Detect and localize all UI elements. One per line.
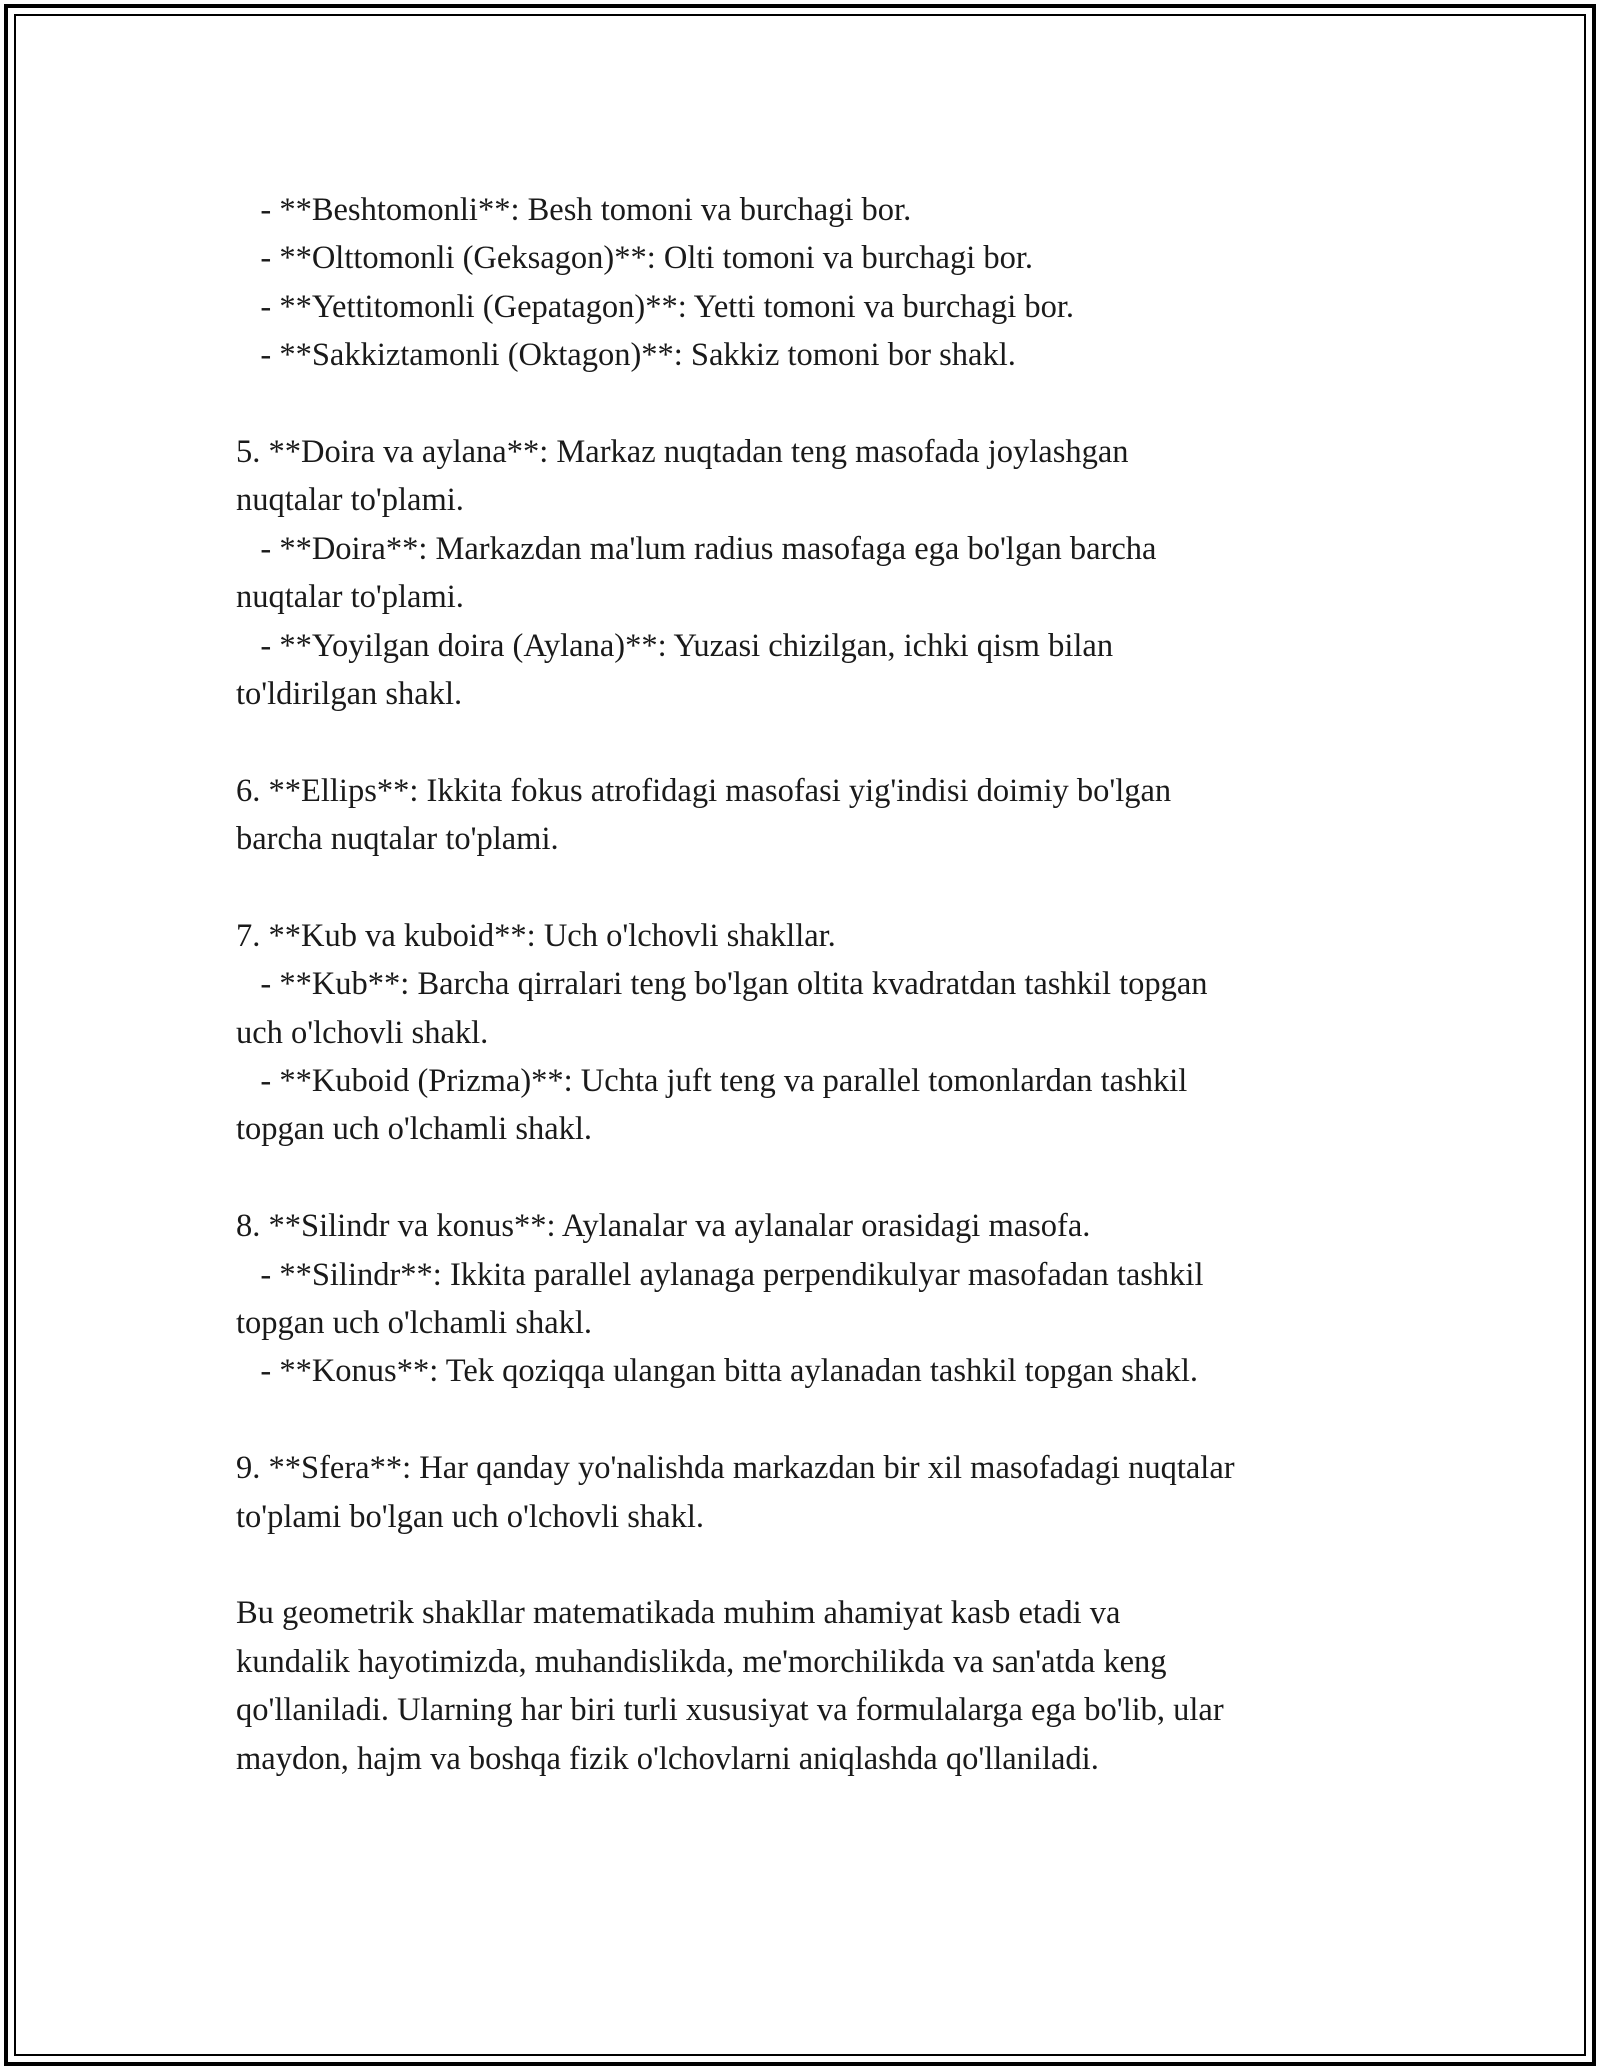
text-line: topgan uch o'lchamli shakl.	[236, 1304, 593, 1341]
text-line: nuqtalar to'plami.	[236, 579, 464, 616]
text-line: - **Yoyilgan doira (Aylana)**: Yuzasi chizilgan, ichki qism bilan	[236, 627, 1114, 664]
text-line: 6. **Ellips**: Ikkita fokus atrofidagi masofasi yig'indisi doimiy bo'lgan	[236, 772, 1172, 809]
text-line: kundalik hayotimizda, muhandislikda, me'morchilikda va san'atda keng	[236, 1643, 1167, 1680]
blank-line	[236, 1541, 1396, 1589]
blank-line	[236, 380, 1396, 428]
text-line: 9. **Sfera**: Har qanday yo'nalishda markazdan bir xil masofadagi nuqtalar	[236, 1450, 1235, 1487]
text-line: nuqtalar to'plami.	[236, 482, 464, 519]
text-line: - **Olttomonli (Geksagon)**: Olti tomoni va burchagi bor.	[236, 240, 1034, 277]
text-line: - **Yettitomonli (Gepatagon)**: Yetti tomoni va burchagi bor.	[236, 288, 1075, 325]
text-line: - **Sakkiztamonli (Oktagon)**: Sakkiz tomoni bor shakl.	[236, 337, 1016, 374]
text-line: - **Kuboid (Prizma)**: Uchta juft teng va parallel tomonlardan tashkil	[236, 1063, 1188, 1100]
text-line: - **Kub**: Barcha qirralari teng bo'lgan oltita kvadratdan tashkil topgan	[236, 966, 1208, 1003]
text-line: to'plami bo'lgan uch o'lchovli shakl.	[236, 1498, 704, 1535]
text-line: topgan uch o'lchamli shakl.	[236, 1111, 593, 1148]
text-line: 7. **Kub va kuboid**: Uch o'lchovli shakllar.	[236, 917, 836, 954]
text-line: uch o'lchovli shakl.	[236, 1014, 489, 1051]
text-line: maydon, hajm va boshqa fizik o'lchovlarni aniqlashda qo'llaniladi.	[236, 1740, 1099, 1777]
document-body	[236, 186, 1396, 1783]
text-line: Bu geometrik shakllar matematikada muhim ahamiyat kasb etadi va	[236, 1595, 1121, 1632]
text-line: barcha nuqtalar to'plami.	[236, 821, 559, 858]
text-line: to'ldirilgan shakl.	[236, 675, 463, 712]
text-line: - **Beshtomonli**: Besh tomoni va burchagi bor.	[236, 192, 912, 228]
text-line: 8. **Silindr va konus**: Aylanalar va aylanalar orasidagi masofa.	[236, 1208, 1091, 1245]
blank-line	[236, 718, 1396, 766]
text-line: - **Konus**: Tek qoziqqa ulangan bitta aylanadan tashkil topgan shakl.	[236, 1353, 1198, 1390]
blank-line	[236, 1154, 1396, 1202]
text-line: - **Silindr**: Ikkita parallel aylanaga perpendikulyar masofadan tashkil	[236, 1256, 1204, 1293]
text-line: 5. **Doira va aylana**: Markaz nuqtadan teng masofada joylashgan	[236, 433, 1129, 470]
blank-line	[236, 1396, 1396, 1444]
text-line: - **Doira**: Markazdan ma'lum radius masofaga ega bo'lgan barcha	[236, 530, 1157, 567]
blank-line	[236, 863, 1396, 911]
text-line: qo'llaniladi. Ularning har biri turli xususiyat va formulalarga ega bo'lib, ular	[236, 1692, 1224, 1729]
